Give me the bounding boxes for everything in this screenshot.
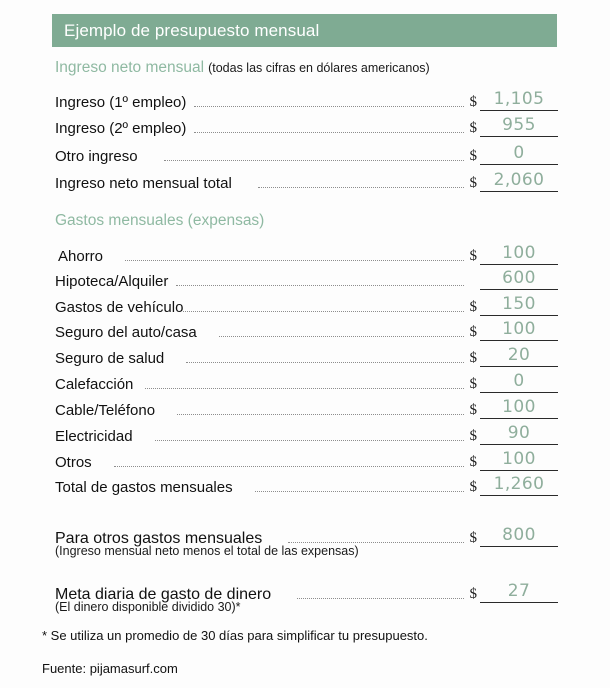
section-heading-expenses (55, 212, 264, 230)
row-label: Otro ingreso (55, 148, 138, 165)
budget-row-electricidad (55, 420, 558, 445)
currency-symbol: $ (469, 94, 477, 110)
row-value: 100 (502, 397, 536, 417)
value-field[interactable] (480, 346, 558, 367)
row-value: 100 (502, 319, 536, 339)
row-value: 0 (513, 143, 525, 163)
currency-symbol: $ (469, 586, 477, 602)
budget-row-cable-telefono (55, 394, 558, 419)
value-field[interactable] (480, 372, 558, 393)
value-field[interactable] (480, 116, 558, 137)
currency-symbol: $ (469, 479, 477, 495)
value-field[interactable] (480, 526, 558, 547)
budget-row-otros (55, 446, 558, 471)
dot-leader (145, 377, 464, 389)
dot-leader (176, 274, 464, 286)
dot-leader (258, 176, 464, 188)
row-label: Gastos de vehículo (55, 299, 184, 316)
row-value: 20 (507, 345, 531, 365)
row-value: 90 (507, 423, 531, 443)
dot-leader (194, 121, 464, 133)
row-value: 600 (502, 268, 536, 288)
dot-leader (125, 249, 464, 261)
row-value: 1,260 (493, 474, 545, 494)
source-line: Fuente: pijamasurf.com (42, 661, 178, 676)
row-label: Para otros gastos mensuales (55, 530, 263, 547)
currency-symbol: $ (469, 350, 477, 366)
currency-symbol: $ (469, 402, 477, 418)
dot-leader (164, 149, 464, 161)
value-field[interactable] (480, 424, 558, 445)
budget-row-seguro-auto-casa (55, 316, 558, 341)
row-label: Seguro de salud (55, 350, 165, 367)
currency-symbol: $ (469, 148, 477, 164)
row-label: Seguro del auto/casa (55, 324, 197, 341)
row-label: Cable/Teléfono (55, 402, 156, 419)
row-value: 150 (502, 294, 536, 314)
row-label: Ingreso neto mensual total (55, 175, 232, 192)
currency-symbol: $ (469, 530, 477, 546)
currency-symbol: $ (469, 299, 477, 315)
value-field[interactable] (480, 475, 558, 496)
budget-row-vehiculo (55, 291, 558, 316)
currency-symbol: $ (469, 248, 477, 264)
currency-symbol: $ (469, 376, 477, 392)
dot-leader (297, 587, 464, 599)
value-field[interactable] (480, 398, 558, 419)
row-value: 100 (502, 449, 536, 469)
section-heading-income-label: Ingreso neto mensual (55, 59, 205, 76)
value-field[interactable] (480, 295, 558, 316)
budget-row-ahorro (55, 240, 558, 265)
row-label: Meta diaria de gasto de dinero (55, 586, 272, 603)
value-field[interactable] (480, 320, 558, 341)
dot-leader (114, 455, 464, 467)
remaining-note: (Ingreso mensual neto menos el total de las expensas) (55, 544, 359, 558)
row-label: Ingreso (1º empleo) (55, 94, 187, 111)
value-field[interactable] (480, 450, 558, 471)
row-value: 100 (502, 243, 536, 263)
dot-leader (183, 300, 464, 312)
budget-row-income-3 (55, 140, 558, 165)
section-heading-income-note: (todas las cifras en dólares americanos) (208, 61, 430, 75)
value-field[interactable] (480, 582, 558, 603)
row-value: 27 (507, 581, 531, 601)
budget-row-income-2 (55, 112, 558, 137)
daily-goal-note: (El dinero disponible dividido 30)* (55, 600, 241, 614)
row-label: Hipoteca/Alquiler (55, 273, 169, 290)
currency-symbol: $ (469, 120, 477, 136)
row-label: Total de gastos mensuales (55, 479, 233, 496)
currency-symbol: $ (469, 175, 477, 191)
currency-symbol: $ (469, 324, 477, 340)
budget-row-hipoteca (55, 265, 558, 290)
dot-leader (177, 403, 464, 415)
section-heading-income (55, 59, 430, 77)
asterisk-footnote: * Se utiliza un promedio de 30 días para simplificar tu presupuesto. (42, 628, 428, 643)
budget-row-seguro-salud (55, 342, 558, 367)
dot-leader (288, 531, 464, 543)
row-value: 1,105 (493, 89, 545, 109)
dot-leader (155, 429, 464, 441)
dot-leader (219, 325, 464, 337)
currency-symbol: $ (469, 454, 477, 470)
value-field[interactable] (480, 269, 558, 290)
section-heading-expenses-label: Gastos mensuales (expensas) (55, 212, 265, 229)
dot-leader (255, 480, 464, 492)
row-label: Calefacción (55, 376, 134, 393)
dot-leader (186, 351, 464, 363)
value-field[interactable] (480, 171, 558, 192)
row-value: 0 (513, 371, 525, 391)
document-title-bar (52, 14, 557, 47)
budget-row-income-total (55, 167, 558, 192)
dot-leader (194, 95, 464, 107)
row-label: Otros (55, 454, 92, 471)
value-field[interactable] (480, 244, 558, 265)
currency-symbol: $ (469, 428, 477, 444)
budget-row-calefaccion (55, 368, 558, 393)
row-value: 800 (502, 525, 536, 545)
budget-row-expenses-total (55, 471, 558, 496)
page-title: Ejemplo de presupuesto mensual (64, 20, 320, 40)
row-value: 2,060 (493, 170, 545, 190)
row-label: Ahorro (58, 248, 104, 265)
value-field[interactable] (480, 144, 558, 165)
row-value: 955 (502, 115, 536, 135)
row-label: Electricidad (55, 428, 133, 445)
row-label: Ingreso (2º empleo) (55, 120, 187, 137)
budget-row-income-1 (55, 86, 558, 111)
value-field[interactable] (480, 90, 558, 111)
